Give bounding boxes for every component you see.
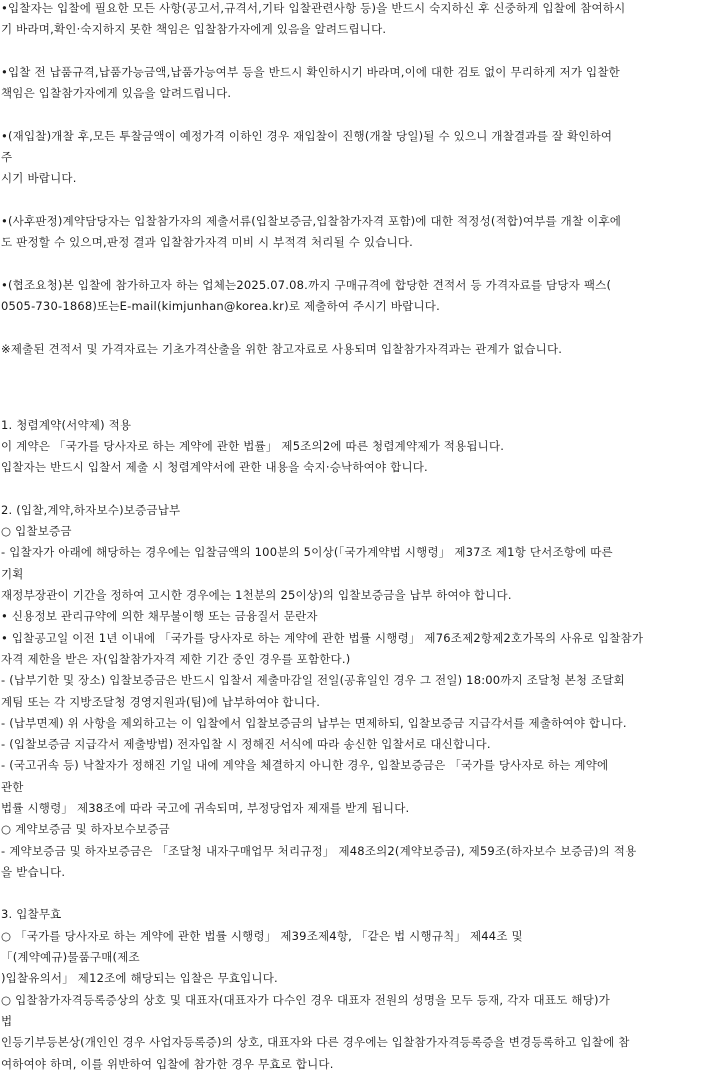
- spacer: [1, 479, 716, 500]
- text-line: 0505-730-1868)또는E-mail(kimjunhan@korea.kr)로 제출하여 주시기 바랍니다.: [1, 299, 440, 314]
- notice-paragraph: [1, 275, 716, 318]
- notice-paragraph: [1, 62, 716, 105]
- text-line: • 입찰공고일 이전 1년 이내에 「국가를 당사자로 하는 계약에 관한 법률 시행령」 제76조제2항제2호가목의 사유로 입찰참가: [1, 630, 644, 645]
- text-line: 관한: [1, 779, 24, 794]
- text-line: - (납부기한 및 장소) 입찰보증금은 반드시 입찰서 제출마감일 전일(공휴일인 경우 그 전일) 18:00까지 조달청 본청 조달회: [1, 673, 625, 688]
- notice-paragraph: [1, 0, 716, 41]
- text-line: - (납부면제) 위 사항을 제외하고는 이 입찰에서 입찰보증금의 납부는 면제하되, 입찰보증금 지급각서를 제출하여야 합니다.: [1, 715, 627, 730]
- text-line: - 계약보증금 및 하자보증금은 「조달청 내자구매업무 처리규정」 제48조의2(계약보증금), 제59조(하자보수 보증금)의 적용: [1, 843, 637, 858]
- text-line: 책임은 입찰참가자에게 있음을 알려드립니다.: [1, 86, 232, 101]
- text-line: 시기 바랍니다.: [1, 171, 77, 186]
- text-line: ○ 계약보증금 및 하자보수보증금: [1, 822, 170, 837]
- text-line: 여하여야 하며, 이를 위반하여 입찰에 참가한 경우 무효로 합니다.: [1, 1056, 334, 1071]
- text-line: 기 바라며,확인·숙지하지 못한 책임은 입찰참가자에게 있음을 알려드립니다.: [1, 22, 387, 37]
- text-line: 자격 제한을 받은 자(입찰참가자격 제한 기간 중인 경우를 포함한다.): [1, 651, 351, 666]
- text-line: 주: [1, 150, 13, 165]
- text-line: •입찰자는 입찰에 필요한 모든 사항(공고서,규격서,기타 입찰관련사항 등)을 반드시 숙지하신 후 신중하게 입찰에 참여하시: [1, 1, 626, 15]
- text-line: •(재입찰)개찰 후,모든 투찰금액이 예정가격 이하인 경우 재입찰이 진행(개찰 당일)될 수 있으니 개찰결과를 잘 확인하여: [1, 128, 613, 143]
- text-line: 「(계약예규)물품구매(제조: [1, 950, 140, 965]
- text-line: 기획: [1, 566, 24, 581]
- text-line: ○ 입찰참가자격등록증상의 상호 및 대표자(대표자가 다수인 경우 대표자 전원의 성명을 모두 등재, 각자 대표도 해당)가: [1, 992, 610, 1007]
- text-line: 계팀 또는 각 지방조달청 경영지원과(팀)에 납부하여야 합니다.: [1, 694, 321, 709]
- spacer: [1, 104, 716, 125]
- text-line: 도 판정할 수 있으며,판정 결과 입찰참가자격 미비 시 부적격 처리될 수 있습니다.: [1, 235, 414, 250]
- text-line: ※제출된 견적서 및 가격자료는 기초가격산출을 위한 참고자료로 사용되며 입찰참가자격과는 관계가 없습니다.: [1, 341, 563, 356]
- text-line: •입찰 전 납품규격,납품가능금액,납품가능여부 등을 반드시 확인하시기 바라며,이에 대한 검토 없이 무리하게 저가 입찰한: [1, 64, 620, 79]
- text-line: •(협조요청)본 입찰에 참가하고자 하는 업체는2025.07.08.까지 구매규격에 합당한 견적서 등 가격자료를 담당자 팩스(: [1, 277, 612, 292]
- text-line: 법률 시행령」 제38조에 따라 국고에 귀속되며, 부정당업자 제재를 받게 됩니다.: [1, 800, 410, 815]
- text-line: 법: [1, 1013, 13, 1028]
- text-line: ○ 「국가를 당사자로 하는 계약에 관한 법률 시행령」 제39조제4항, 「같은 법 시행규칙」 제44조 및: [1, 928, 523, 943]
- text-line: 인등기부등본상(개인인 경우 사업자등록증)의 상호, 대표자와 다른 경우에는 입찰참가자격등록증을 변경등록하고 입찰에 참: [1, 1035, 630, 1050]
- text-line: 재정부장관이 기간을 정하여 고시한 경우에는 1천분의 25이상)의 입찰보증금을 납부 하여야 합니다.: [1, 588, 512, 603]
- spacer: [1, 317, 716, 338]
- text-line: - 입찰자가 아래에 해당하는 경우에는 입찰금액의 100분의 5이상(「국가계약법 시행령」 제37조 제1항 단서조항에 따른: [1, 545, 613, 560]
- text-line: •(사후판정)계약담당자는 입찰참가자의 제출서류(입찰보증금,입찰참가자격 포함)에 대한 적정성(적합)여부를 개찰 이후에: [1, 213, 622, 228]
- notice-paragraph: [1, 211, 716, 254]
- text-line: - (국고귀속 등) 낙찰자가 정해진 기일 내에 계약을 체결하지 아니한 경우, 입찰보증금은 「국가를 당사자로 하는 계약에: [1, 758, 609, 773]
- section-heading: 1. 청렴계약(서약제) 적용: [1, 417, 132, 432]
- text-line: ○ 입찰보증금: [1, 524, 72, 539]
- section-heading: 2. (입찰,계약,하자보수)보증금납부: [1, 502, 181, 517]
- spacer: [1, 360, 716, 403]
- spacer: [1, 883, 716, 904]
- notice-paragraph: [1, 339, 716, 360]
- section-heading: 3. 입찰무효: [1, 907, 62, 922]
- notice-paragraph: [1, 126, 716, 190]
- spacer: [1, 190, 716, 211]
- text-line: 입찰자는 반드시 입찰서 제출 시 청렴계약서에 관한 내용을 숙지·승낙하여야 합니다.: [1, 460, 428, 475]
- section-bid-invalidation: [1, 904, 716, 1074]
- text-line: • 신용정보 관리규약에 의한 채무불이행 또는 금융질서 문란자: [1, 609, 318, 624]
- text-line: - (입찰보증금 지급각서 제출방법) 전자입찰 시 정해진 서식에 따라 송신한 입찰서로 대신합니다.: [1, 737, 491, 752]
- text-line: 을 받습니다.: [1, 864, 66, 879]
- spacer: [1, 41, 716, 62]
- section-integrity-contract: [1, 415, 716, 479]
- spacer: [1, 403, 716, 415]
- section-deposit: [1, 500, 716, 883]
- spacer: [1, 254, 716, 275]
- text-line: 이 계약은 「국가를 당사자로 하는 계약에 관한 법률」 제5조의2에 따른 청렴계약제가 적용됩니다.: [1, 438, 505, 453]
- text-line: )입찰유의서」 제12조에 해당되는 입찰은 무효입니다.: [1, 971, 278, 986]
